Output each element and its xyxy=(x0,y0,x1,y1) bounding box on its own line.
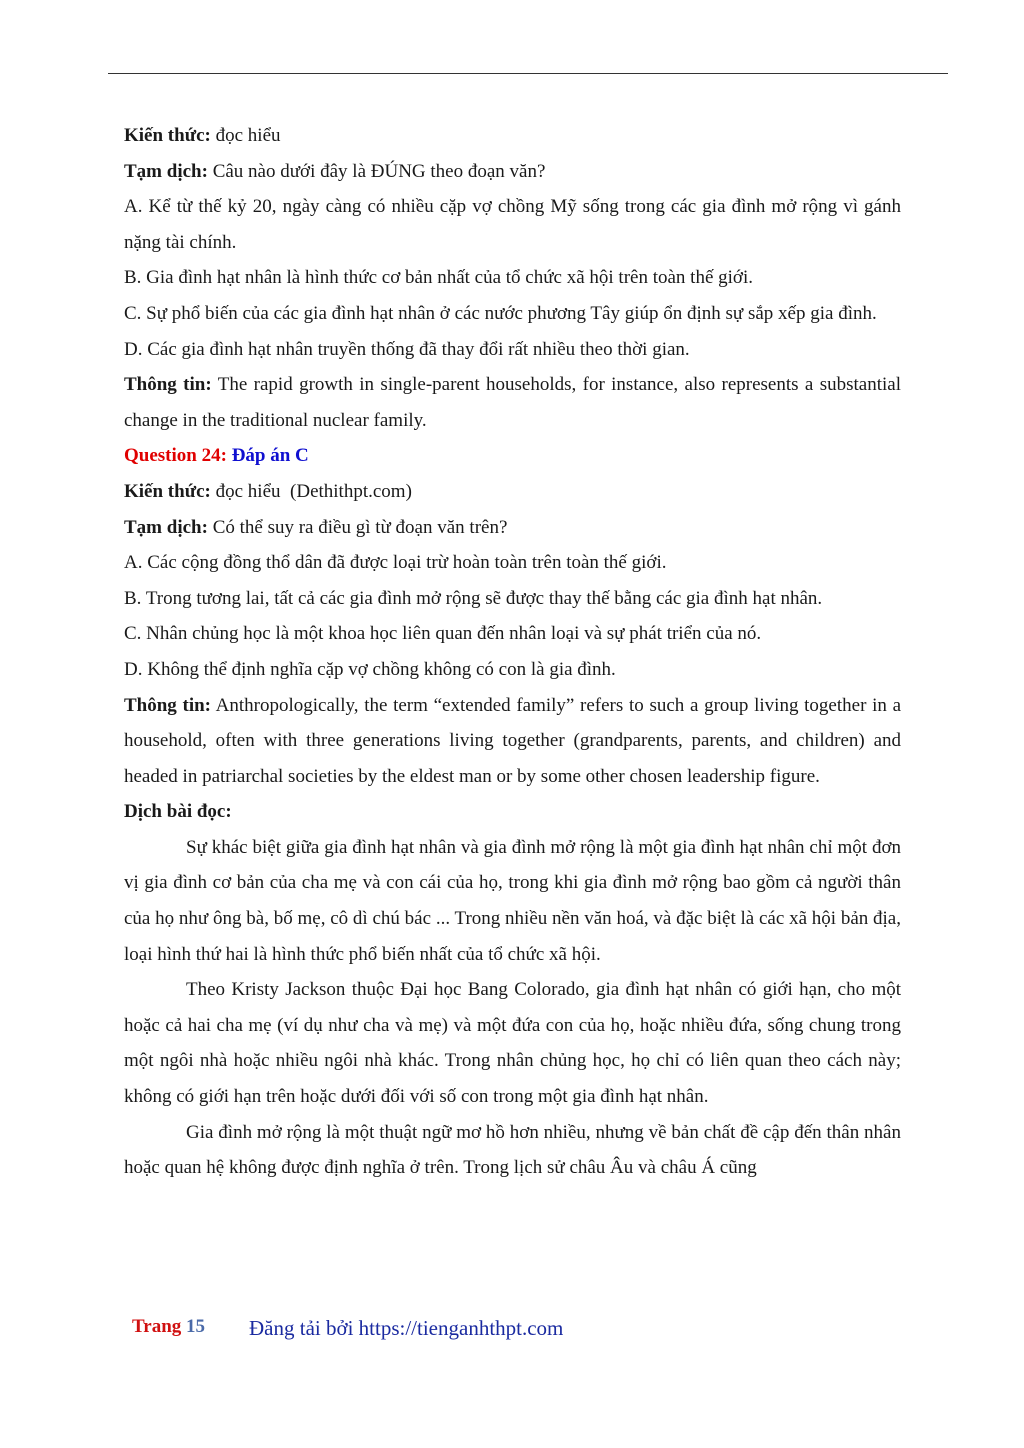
uploaded-by-link[interactable]: Đăng tải bởi https://tienganhthpt.com xyxy=(249,1316,564,1340)
translation-heading: Dịch bài đọc: xyxy=(124,801,232,823)
translation-paragraph: Sự khác biệt giữa gia đình hạt nhân và gia đình mở rộng là một gia đình hạt nhân chỉ một đơn vị gia đình cơ bản của cha mẹ và con cái của họ, trong khi gia đình mở rộng bao gồm cả người thân của họ như ông bà, bố mẹ, cô dì chú bác ... Trong nhiều nền văn hoá, và đặc biệt là các xã hội bản địa, loại hình thứ hai là hình thức phổ biến nhất của tổ chức xã hội. xyxy=(124,836,901,965)
translation-paragraph: Theo Kristy Jackson thuộc Đại học Bang Colorado, gia đình hạt nhân có giới hạn, cho một hoặc cả hai cha mẹ (ví dụ như cha và mẹ) và một đứa con của họ, hoặc nhiều đứa, sống chung trong một ngôi nhà hoặc nhiều ngôi nhà khác. Trong nhân chủng học, họ chỉ có liên quan theo cách này; không có giới hạn trên hoặc dưới đối với số con trong một gia đình hạt nhân. xyxy=(124,979,901,1108)
q24-tam-dich: Tạm dịch: Có thể suy ra điều gì từ đoạn văn trên? xyxy=(124,516,508,538)
q23-thong-tin: Thông tin: The rapid growth in single-parent households, for instance, also represents a substantial change in the traditional nuclear family. xyxy=(124,374,901,431)
header-rule xyxy=(108,73,948,74)
q24-option-d: D. Không thể định nghĩa cặp vợ chồng không có con là gia đình. xyxy=(124,658,616,680)
q24-thong-tin: Thông tin: Anthropologically, the term “extended family” refers to such a group living together in a household, often with three generations living together (grandparents, parents, and children) and headed in patriarchal societies by the eldest man or by some other chosen leadership figure. xyxy=(124,694,902,787)
q24-heading: Question 24: Đáp án C xyxy=(124,445,309,467)
q24-kien-thuc: Kiến thức: đọc hiểu (Dethithpt.com) xyxy=(124,480,412,502)
page-number: Trang 15 xyxy=(132,1316,206,1337)
q23-kien-thuc: Kiến thức: đọc hiểu xyxy=(124,125,281,146)
q23-option-d: D. Các gia đình hạt nhân truyền thống đã thay đổi rất nhiều theo thời gian. xyxy=(124,338,690,360)
translation-paragraph: Gia đình mở rộng là một thuật ngữ mơ hồ hơn nhiều, nhưng về bản chất đề cập đến thân nhân hoặc quan hệ không được định nghĩa ở trên. Trong lịch sử châu Âu và châu Á cũng xyxy=(124,1121,901,1179)
q23-tam-dich: Tạm dịch: Câu nào dưới đây là ĐÚNG theo đoạn văn? xyxy=(124,160,546,182)
q23-option-a: A. Kể từ thế kỷ 20, ngày càng có nhiều cặp vợ chồng Mỹ sống trong các gia đình mở rộng vì gánh nặng tài chính. xyxy=(124,196,901,253)
q24-option-a: A. Các cộng đồng thổ dân đã được loại trừ hoàn toàn trên toàn thế giới. xyxy=(124,552,667,574)
q23-option-c: C. Sự phổ biến của các gia đình hạt nhân ở các nước phương Tây giúp ổn định sự sắp xếp gia đình. xyxy=(124,302,877,324)
page-content xyxy=(124,118,901,1186)
q24-option-c: C. Nhân chủng học là một khoa học liên quan đến nhân loại và sự phát triển của nó. xyxy=(124,623,762,645)
page-footer xyxy=(132,1314,832,1348)
q24-option-b: B. Trong tương lai, tất cả các gia đình mở rộng sẽ được thay thế bằng các gia đình hạt nhân. xyxy=(124,587,823,609)
q23-option-b: B. Gia đình hạt nhân là hình thức cơ bản nhất của tổ chức xã hội trên toàn thế giới. xyxy=(124,267,753,289)
